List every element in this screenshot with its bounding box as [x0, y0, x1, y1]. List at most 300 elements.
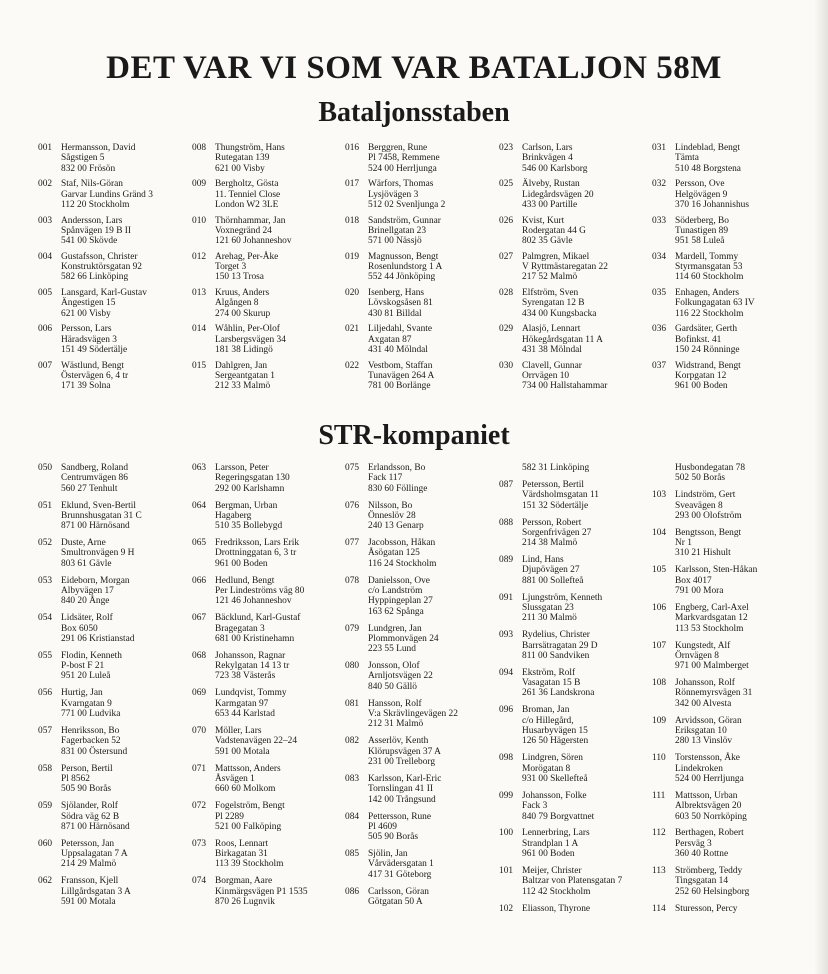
member-name: Torstensson, Åke — [675, 753, 740, 764]
member-name: Persson, Ove — [675, 179, 725, 190]
entry-number: 108 — [652, 678, 667, 689]
entry-number: 027 — [499, 251, 514, 262]
entry-number: 104 — [652, 527, 667, 538]
address-line: 803 61 Gävle — [61, 558, 112, 569]
entry-number: 019 — [345, 251, 360, 262]
entry-address — [522, 480, 659, 511]
roster-entry — [499, 463, 659, 473]
address-line: Axgatan 87 — [368, 334, 412, 345]
roster-entry — [345, 887, 505, 908]
entry-number: 053 — [38, 575, 53, 586]
member-name: Dahlgren, Jan — [215, 360, 268, 371]
roster-entry — [499, 361, 659, 392]
address-line: 121 46 Johanneshov — [215, 596, 292, 607]
entry-address — [675, 216, 812, 247]
address-line: 360 40 Rottne — [675, 849, 729, 860]
address-line: 802 35 Gävle — [522, 236, 573, 247]
address-line: 126 50 Hägersten — [522, 736, 589, 747]
roster-column — [192, 143, 352, 397]
address-line: Slussgatan 23 — [522, 603, 574, 614]
member-name: Hurtig, Jan — [61, 688, 103, 699]
member-name: Elfström, Sven — [522, 288, 579, 299]
address-line: Hökegårdsgatan 11 A — [522, 334, 603, 345]
page-edge-shadow — [814, 0, 828, 974]
entry-number: 109 — [652, 715, 667, 726]
entry-address — [215, 538, 352, 569]
entry-number: 032 — [652, 179, 667, 190]
member-name: Rydelius, Christer — [522, 630, 590, 641]
roster-entry — [345, 252, 505, 283]
address-line: 681 00 Kristinehamn — [215, 633, 295, 644]
address-line: 240 13 Genarp — [368, 521, 424, 532]
member-name: Mattsson, Anders — [215, 763, 281, 774]
address-line: Örnvägen 8 — [675, 650, 719, 661]
address-line: Åsögatan 125 — [368, 548, 420, 559]
address-line: Vårvädersgatan 1 — [368, 859, 434, 870]
member-name: Möller, Lars — [215, 726, 262, 737]
entry-address — [215, 216, 352, 247]
entry-address — [368, 699, 505, 730]
member-name: Palmgren, Mikael — [522, 251, 590, 262]
entry-number: 083 — [345, 773, 360, 784]
roster-entry — [192, 801, 352, 832]
address-line: Spånvägen 19 B II — [61, 225, 132, 236]
address-line: 951 58 Luleå — [675, 236, 725, 247]
address-line: Hyppingeplan 27 — [368, 596, 433, 607]
entry-number: 060 — [38, 838, 53, 849]
member-name: Lundqvist, Tommy — [215, 688, 287, 699]
entry-number: 008 — [192, 143, 207, 153]
entry-address — [61, 839, 198, 870]
address-line: Rosenlundstorg 1 A — [368, 262, 443, 273]
entry-address — [368, 288, 505, 319]
roster-entry — [38, 726, 198, 757]
member-name: Erlandsson, Bo — [368, 463, 426, 473]
entry-number: 001 — [38, 143, 53, 153]
address-line: 791 00 Mora — [675, 586, 724, 597]
roster-column — [499, 143, 659, 397]
address-line: 163 62 Spånga — [368, 606, 424, 617]
member-name: Söderberg, Bo — [675, 215, 729, 226]
roster-entry — [652, 216, 812, 247]
roster-entry — [192, 688, 352, 719]
entry-number: 005 — [38, 288, 53, 299]
member-name: Lennerbring, Lars — [522, 828, 590, 839]
entry-address — [61, 216, 198, 247]
address-line: 931 00 Skellefteå — [522, 773, 588, 784]
address-line: Lindekroken — [675, 763, 723, 774]
entry-address — [368, 463, 505, 494]
entry-number: 098 — [499, 753, 514, 764]
address-line: 116 22 Stockholm — [675, 308, 744, 319]
address-line: Drottninggatan 6, 3 tr — [215, 548, 297, 559]
entry-address — [522, 216, 659, 247]
member-name: Broman, Jan — [522, 705, 570, 716]
address-line: Albyvägen 17 — [61, 586, 114, 597]
entry-address — [215, 463, 352, 494]
member-name: Husbondegatan 78 — [675, 463, 746, 473]
address-line: 734 00 Hallstahammar — [522, 381, 608, 392]
member-name: Lundgren, Jan — [368, 623, 422, 634]
address-line: Tingsgatan 14 — [675, 876, 729, 887]
address-line: 723 38 Västerås — [215, 671, 276, 682]
member-name: Alasjö, Lennart — [522, 324, 581, 335]
address-line: Häradsvägen 3 — [61, 334, 117, 345]
entry-number: 093 — [499, 630, 514, 641]
address-line: 370 16 Johannishus — [675, 199, 749, 210]
address-line: Uppsalagatan 7 A — [61, 849, 128, 860]
address-line: 214 29 Malmö — [61, 859, 117, 870]
roster-entry — [345, 501, 505, 532]
roster-entry — [652, 866, 812, 897]
entry-address — [368, 501, 505, 532]
address-line: Tunavägen 264 A — [368, 370, 435, 381]
member-name: Jonsson, Olof — [368, 661, 420, 672]
address-line: 142 00 Trångsund — [368, 794, 436, 805]
roster-column — [345, 143, 505, 397]
entry-address — [368, 576, 505, 617]
entry-address — [522, 252, 659, 283]
member-name: Lindgren, Sören — [522, 753, 583, 764]
roster-entry — [499, 866, 659, 897]
entry-number: 111 — [652, 790, 666, 801]
member-name: Staf, Nils-Göran — [61, 179, 123, 190]
entry-number: 073 — [192, 838, 207, 849]
roster-entry — [499, 904, 659, 914]
member-name: Karlsson, Karl-Eric — [368, 773, 442, 784]
address-line: Brunnshusgatan 31 C — [61, 510, 142, 521]
address-line: Södra väg 62 B — [61, 811, 120, 822]
roster-entry — [499, 252, 659, 283]
entry-address — [675, 603, 812, 634]
roster-entry — [652, 641, 812, 672]
address-line: 571 00 Nässjö — [368, 236, 422, 247]
entry-address — [368, 361, 505, 392]
roster-entry — [499, 288, 659, 319]
section-title-bataljonsstaben: Bataljonsstaben — [318, 97, 510, 128]
entry-address — [522, 904, 659, 914]
roster-entry — [38, 688, 198, 719]
member-name: Petersson, Bertil — [522, 479, 584, 490]
roster-entry — [499, 143, 659, 174]
address-line: Morögatan 8 — [522, 763, 571, 774]
roster-entry — [38, 288, 198, 319]
member-name: Sandström, Gunnar — [368, 215, 441, 226]
entry-address — [368, 179, 505, 210]
entry-number: 086 — [345, 886, 360, 897]
address-line: Götgatan 50 A — [368, 896, 423, 907]
roster-entry — [652, 791, 812, 822]
entry-address — [61, 501, 198, 532]
member-name: Lindeblad, Bengt — [675, 143, 741, 153]
roster-entry — [192, 463, 352, 494]
address-line: 342 00 Alvesta — [675, 698, 732, 709]
address-line: c/o Hillegård, — [522, 715, 574, 726]
roster-column — [38, 463, 198, 914]
address-line: Orrvägen 10 — [522, 370, 570, 381]
entry-address — [61, 876, 198, 907]
address-line: Persväg 3 — [675, 838, 712, 849]
entry-number: 100 — [499, 828, 514, 839]
address-line: Tämta — [675, 153, 699, 164]
address-line: Torget 3 — [215, 262, 247, 273]
entry-number — [652, 463, 675, 484]
member-name: Johansson, Folke — [522, 790, 587, 801]
member-name: Thörnhammar, Jan — [215, 215, 286, 226]
address-line: 831 00 Östersund — [61, 746, 128, 757]
address-line: Strandplan 1 A — [522, 838, 579, 849]
entry-number: 030 — [499, 360, 514, 371]
entry-number: 078 — [345, 575, 360, 586]
address-line: V Ryttmästaregatan 22 — [522, 262, 608, 273]
roster-entry — [345, 288, 505, 319]
entry-address — [215, 726, 352, 757]
entry-address — [675, 866, 812, 897]
address-line: London W2 3LE — [215, 199, 279, 210]
address-line: Sveavägen 8 — [675, 500, 723, 511]
entry-address — [522, 361, 659, 392]
roster-entry — [38, 651, 198, 682]
address-line: 114 60 Stockholm — [675, 272, 744, 283]
member-name: Nilsson, Bo — [368, 500, 413, 511]
roster-entry — [38, 801, 198, 832]
member-name: Kruus, Anders — [215, 288, 270, 299]
address-line: Önneslöv 28 — [368, 510, 416, 521]
entry-address — [675, 288, 812, 319]
entry-address — [61, 252, 198, 283]
address-line: 621 00 Visby — [61, 308, 111, 319]
roster-entry — [499, 593, 659, 624]
entry-number: 059 — [38, 801, 53, 812]
address-line: 510 48 Borgstena — [675, 163, 741, 174]
roster-entry — [38, 764, 198, 795]
address-line: 512 02 Svenljunga 2 — [368, 199, 446, 210]
entry-number: 023 — [499, 143, 514, 153]
address-line: 181 38 Lidingö — [215, 345, 273, 355]
entry-address — [61, 651, 198, 682]
entry-address — [215, 501, 352, 532]
entry-address — [368, 252, 505, 283]
entry-number: 021 — [345, 324, 360, 335]
address-line: 510 35 Bollebygd — [215, 521, 283, 532]
member-name: Andersson, Lars — [61, 215, 123, 226]
member-name: Wästlund, Bengt — [61, 360, 125, 371]
entry-address — [61, 764, 198, 795]
entry-address — [522, 518, 659, 549]
entry-address — [522, 828, 659, 859]
entry-address — [675, 678, 812, 709]
entry-address — [675, 828, 812, 859]
roster-column — [192, 463, 352, 914]
entry-number: 010 — [192, 215, 207, 226]
entry-number: 037 — [652, 360, 667, 371]
entry-number: 080 — [345, 661, 360, 672]
address-line: Per Lindeströms väg 80 — [215, 586, 305, 597]
address-line: 291 06 Kristianstad — [61, 633, 135, 644]
member-name: Hedlund, Bengt — [215, 575, 275, 586]
entry-number: 106 — [652, 603, 667, 614]
entry-address — [522, 630, 659, 661]
entry-number: 029 — [499, 324, 514, 335]
entry-address — [368, 216, 505, 247]
address-line: Karmgatan 97 — [215, 698, 269, 709]
roster-entry — [499, 753, 659, 784]
address-line: P-bost F 21 — [61, 661, 105, 672]
address-line: 112 20 Stockholm — [61, 199, 130, 210]
address-line: 653 44 Karlstad — [215, 709, 275, 720]
member-name: Vestbom, Staffan — [368, 360, 433, 371]
address-line: Åsvägen 1 — [215, 773, 255, 784]
member-name: Fredriksson, Lars Erik — [215, 538, 300, 549]
address-line: 591 00 Motala — [215, 746, 270, 757]
member-name: Sjölin, Jan — [368, 849, 408, 860]
roster-entry — [192, 216, 352, 247]
entry-number: 085 — [345, 849, 360, 860]
member-name: Bergholtz, Gösta — [215, 179, 279, 190]
roster-entry — [38, 463, 198, 494]
member-name: Gardsäter, Gerth — [675, 324, 738, 335]
roster-column — [652, 463, 812, 921]
member-name: Carlsson, Göran — [368, 886, 429, 897]
entry-number: 052 — [38, 538, 53, 549]
entry-number: 065 — [192, 538, 207, 549]
address-line: Barrsätragatan 29 D — [522, 640, 598, 651]
member-name: Isenberg, Hans — [368, 288, 425, 299]
member-name: Johansson, Ragnar — [215, 650, 286, 661]
entry-number: 096 — [499, 705, 514, 716]
member-name: Hansson, Rolf — [368, 698, 422, 709]
address-line: Lysjövägen 3 — [368, 189, 419, 200]
member-name: Asserlöv, Kenth — [368, 736, 429, 747]
member-name: Arehag, Per-Åke — [215, 251, 279, 262]
roster-entry — [345, 849, 505, 880]
roster-entry — [192, 324, 352, 355]
roster-entry — [652, 716, 812, 747]
address-line: 961 00 Boden — [215, 558, 268, 569]
member-name: Meijer, Christer — [522, 866, 582, 877]
address-line: 431 38 Mölndal — [522, 345, 582, 355]
member-name: Roos, Lennart — [215, 838, 269, 849]
address-line: Ängestigen 15 — [61, 298, 116, 309]
address-line: Bofinkst. 41 — [675, 334, 722, 345]
entry-number: 088 — [499, 517, 514, 528]
roster-entry — [192, 576, 352, 607]
address-line: Pl 2289 — [215, 811, 244, 822]
roster-entry — [38, 143, 198, 174]
address-line: 274 00 Skurup — [215, 308, 271, 319]
roster-entry — [192, 252, 352, 283]
entry-address — [215, 361, 352, 392]
entry-address — [675, 324, 812, 355]
entry-address — [368, 624, 505, 655]
roster-entry — [345, 143, 505, 174]
page-title: DET VAR VI SOM VAR BATALJON 58M — [106, 50, 722, 86]
roster-entry — [345, 538, 505, 569]
address-line: 11. Tenniel Close — [215, 189, 281, 200]
member-name: Person, Bertil — [61, 763, 113, 774]
entry-address — [522, 179, 659, 210]
member-name: Sturesson, Percy — [675, 903, 738, 914]
member-name: Lidsäter, Rolf — [61, 613, 113, 624]
roster-entry — [652, 753, 812, 784]
member-name: Strömberg, Teddy — [675, 866, 743, 877]
member-name: Ekström, Rolf — [522, 667, 576, 678]
roster-entry — [652, 603, 812, 634]
entry-address — [675, 904, 812, 914]
entry-address — [61, 361, 198, 392]
address-line: Klörupsvägen 37 A — [368, 746, 441, 757]
roster-entry — [345, 812, 505, 843]
entry-number: 034 — [652, 251, 667, 262]
address-line: 116 24 Stockholm — [368, 558, 437, 569]
roster-entry — [345, 324, 505, 355]
member-name: Borgman, Aare — [215, 876, 273, 887]
address-line: Lövskogsåsen 81 — [368, 298, 433, 309]
entry-address — [215, 324, 352, 355]
address-line: 434 00 Kungsbacka — [522, 308, 597, 319]
roster-entry — [652, 490, 812, 521]
address-line: 582 66 Linköping — [61, 272, 129, 283]
entry-address — [522, 324, 659, 355]
address-line: 521 00 Falköping — [215, 821, 282, 832]
roster-entry — [38, 361, 198, 392]
entry-number: 033 — [652, 215, 667, 226]
entry-address — [368, 538, 505, 569]
roster-entry — [345, 736, 505, 767]
roster-entry — [38, 576, 198, 607]
entry-address — [61, 726, 198, 757]
entry-number: 110 — [652, 753, 666, 764]
entry-address — [61, 143, 198, 174]
roster-entry — [38, 538, 198, 569]
address-line: Syrengatan 12 B — [522, 298, 585, 309]
entry-number: 103 — [652, 490, 667, 501]
entry-number: 051 — [38, 500, 53, 511]
roster-entry — [192, 361, 352, 392]
entry-number: 025 — [499, 179, 514, 190]
address-line: Fagerbacken 52 — [61, 736, 121, 747]
entry-number: 036 — [652, 324, 667, 335]
roster-entry — [345, 179, 505, 210]
entry-number: 026 — [499, 215, 514, 226]
entry-number: 062 — [38, 876, 53, 887]
member-name: Pettersson, Rune — [368, 811, 432, 822]
entry-address — [522, 593, 659, 624]
address-line: 524 00 Herrljunga — [675, 773, 744, 784]
entry-number: 091 — [499, 592, 514, 603]
member-name: Karlsson, Sten-Håkan — [675, 565, 758, 576]
address-line: Centrumvägen 86 — [61, 473, 128, 484]
member-name: Thungström, Hans — [215, 143, 285, 153]
entry-number: 020 — [345, 288, 360, 299]
entry-address — [675, 791, 812, 822]
entry-address — [368, 324, 505, 355]
entry-address — [215, 764, 352, 795]
entry-address — [522, 866, 659, 897]
entry-address — [215, 576, 352, 607]
member-name: Liljedahl, Svante — [368, 324, 433, 335]
entry-address — [215, 839, 352, 870]
entry-number: 075 — [345, 463, 360, 473]
entry-address — [61, 576, 198, 607]
roster-entry — [192, 876, 352, 907]
address-line: Östervägen 6, 4 tr — [61, 370, 129, 381]
roster-entry — [652, 904, 812, 914]
member-name: 582 31 Linköping — [522, 463, 590, 473]
roster-entry — [499, 518, 659, 549]
entry-address — [675, 252, 812, 283]
entry-address — [215, 613, 352, 644]
